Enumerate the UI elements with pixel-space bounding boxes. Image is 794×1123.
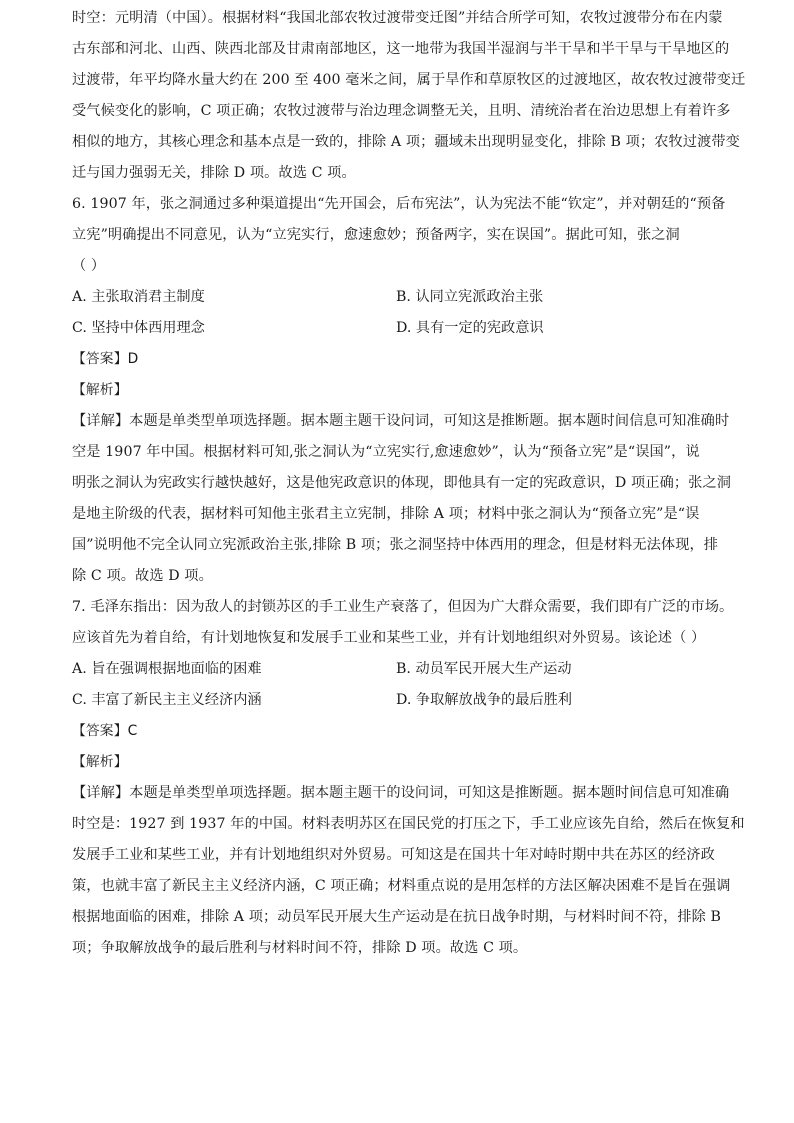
analysis-label: 【解析】 bbox=[72, 754, 128, 770]
answer-blank: （ ） bbox=[72, 258, 106, 274]
detail-line: 发展手工业和某些工业，并有计划地组织对外贸易。可知这是在国共十年对峙时期中共在苏区的经济政 bbox=[72, 847, 715, 863]
option-a: A. 主张取消君主制度 bbox=[72, 289, 205, 305]
question-stem-line: 7. 毛泽东指出：因为敌人的封锁苏区的手工业生产衰落了，但因为广大群众需要，我们即有广泛的市场。 bbox=[72, 599, 734, 615]
option-d: D. 具有一定的宪政意识 bbox=[396, 320, 544, 336]
option-c: C. 丰富了新民主主义经济内涵 bbox=[72, 692, 262, 708]
detail-line: 项；争取解放战争的最后胜利与材料时间不符，排除 D 项。故选 C 项。 bbox=[72, 940, 528, 956]
detail-line: 是地主阶级的代表，据材料可知他主张君主立宪制，排除 A 项；材料中张之洞认为“预备立宪”是“误 bbox=[72, 506, 700, 522]
option-d: D. 争取解放战争的最后胜利 bbox=[396, 692, 572, 708]
text-line: 相似的地方，其核心理念和基本点是一致的，排除 A 项；疆域未出现明显变化，排除 B 项；农牧过渡带变 bbox=[72, 134, 740, 150]
detail-line: 空是 1907 年中国。根据材料可知,张之洞认为“立宪实行,愈速愈妙”，认为“预备立宪”是“误国”，说 bbox=[72, 444, 700, 460]
answer-label: 【答案】D bbox=[72, 351, 139, 367]
text-line: 时空：元明清（中国）。根据材料“我国北部农牧过渡带变迁图”并结合所学可知，农牧过渡带分布在内蒙 bbox=[72, 10, 723, 26]
detail-line: 时空是：1927 到 1937 年的中国。材料表明苏区在国民党的打压之下，手工业应该先自给，然后在恢复和 bbox=[72, 816, 745, 832]
text-line: 受气候变化的影响，C 项正确；农牧过渡带与治边理念调整无关，且明、清统治者在治边思想上有着许多 bbox=[72, 103, 731, 119]
text-line: 迁与国力强弱无关，排除 D 项。故选 C 项。 bbox=[72, 165, 356, 181]
analysis-label: 【解析】 bbox=[72, 382, 128, 398]
detail-line: 【详解】本题是单类型单项选择题。据本题主题干设问词，可知这是推断题。据本题时间信息可知准确时 bbox=[72, 413, 730, 429]
text-line: 过渡带，年平均降水量大约在 200 至 400 毫米之间，属于旱作和草原牧区的过渡地区，故农牧过渡带变迁 bbox=[72, 72, 746, 88]
detail-line: 明张之洞认为宪政实行越快越好，这是他宪政意识的体现，即他具有一定的宪政意识，D 项正确；张之洞 bbox=[72, 475, 732, 491]
option-b: B. 认同立宪派政治主张 bbox=[396, 289, 544, 305]
option-c: C. 坚持中体西用理念 bbox=[72, 320, 205, 336]
detail-line: 策，也就丰富了新民主主义经济内涵，C 项正确；材料重点说的是用怎样的方法区解决困难不是旨在强调 bbox=[72, 878, 731, 894]
detail-line: 【详解】本题是单类型单项选择题。据本题主题干的设问词，可知这是推断题。据本题时间信息可知准确 bbox=[72, 785, 730, 801]
option-a: A. 旨在强调根据地面临的困难 bbox=[72, 661, 262, 677]
question-stem-line: 应该首先为着自给，有计划地恢复和发展手工业和某些工业，并有计划地组织对外贸易。该论述（ ） bbox=[72, 630, 706, 646]
detail-line: 根据地面临的困难，排除 A 项；动员军民开展大生产运动是在抗日战争时期，与材料时间不符，排除 B bbox=[72, 909, 722, 925]
detail-line: 除 C 项。故选 D 项。 bbox=[72, 568, 213, 584]
text-line: 古东部和河北、山西、陕西北部及甘肃南部地区，这一地带为我国半湿润与半干旱和半干旱与干旱地区的 bbox=[72, 41, 730, 57]
option-b: B. 动员军民开展大生产运动 bbox=[396, 661, 572, 677]
answer-label: 【答案】C bbox=[72, 723, 138, 739]
question-stem-line: 立宪”明确提出不同意见，认为“立宪实行，愈速愈妙；预备两字，实在误国”。据此可知，张之洞 bbox=[72, 227, 680, 243]
question-stem-line: 6. 1907 年，张之洞通过多种渠道提出“先开国会，后布宪法”，认为宪法不能“钦定”，并对朝廷的“预备 bbox=[72, 196, 726, 212]
detail-line: 国”说明他不完全认同立宪派政治主张,排除 B 项；张之洞坚持中体西用的理念，但是材料无法体现，排 bbox=[72, 537, 719, 553]
